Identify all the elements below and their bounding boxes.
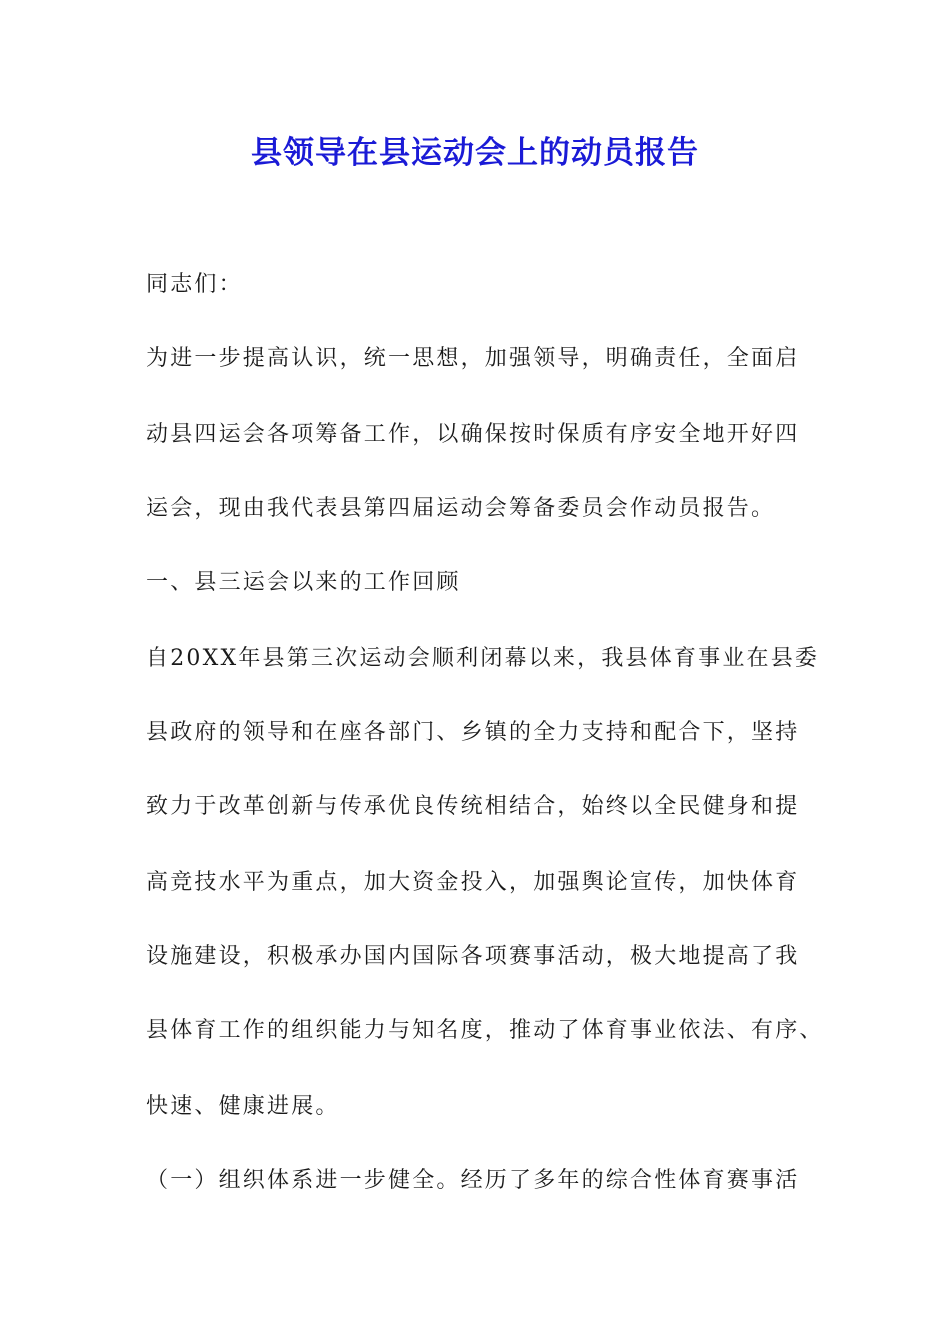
- subsection-line: （一）组织体系进一步健全。经历了多年的综合性体育赛事活: [146, 1168, 800, 1193]
- paragraph-line: 快速、健康进展。: [146, 1094, 340, 1119]
- paragraph-line: 设施建设，积极承办国内国际各项赛事活动，极大地提高了我: [146, 944, 800, 969]
- paragraph-line: 高竞技水平为重点，加大资金投入，加强舆论宣传，加快体育: [146, 870, 800, 895]
- paragraph-line: 致力于改革创新与传承优良传统相结合，始终以全民健身和提: [146, 794, 800, 819]
- section-heading: 一、县三运会以来的工作回顾: [146, 570, 461, 595]
- document-title: 县领导在县运动会上的动员报告: [251, 135, 699, 171]
- paragraph-line: 县政府的领导和在座各部门、乡镇的全力支持和配合下，坚持: [146, 720, 800, 745]
- paragraph-line: 运会，现由我代表县第四届运动会筹备委员会作动员报告。: [146, 496, 776, 521]
- paragraph-line: 为进一步提高认识，统一思想，加强领导，明确责任，全面启: [146, 346, 800, 371]
- paragraph-line: 自20XX年县第三次运动会顺利闭幕以来，我县体育事业在县委: [146, 646, 820, 671]
- paragraph-line: 动县四运会各项筹备工作，以确保按时保质有序安全地开好四: [146, 422, 800, 447]
- paragraph-line: 县体育工作的组织能力与知名度，推动了体育事业依法、有序、: [146, 1018, 824, 1043]
- paragraph-line: 同志们：: [146, 272, 243, 297]
